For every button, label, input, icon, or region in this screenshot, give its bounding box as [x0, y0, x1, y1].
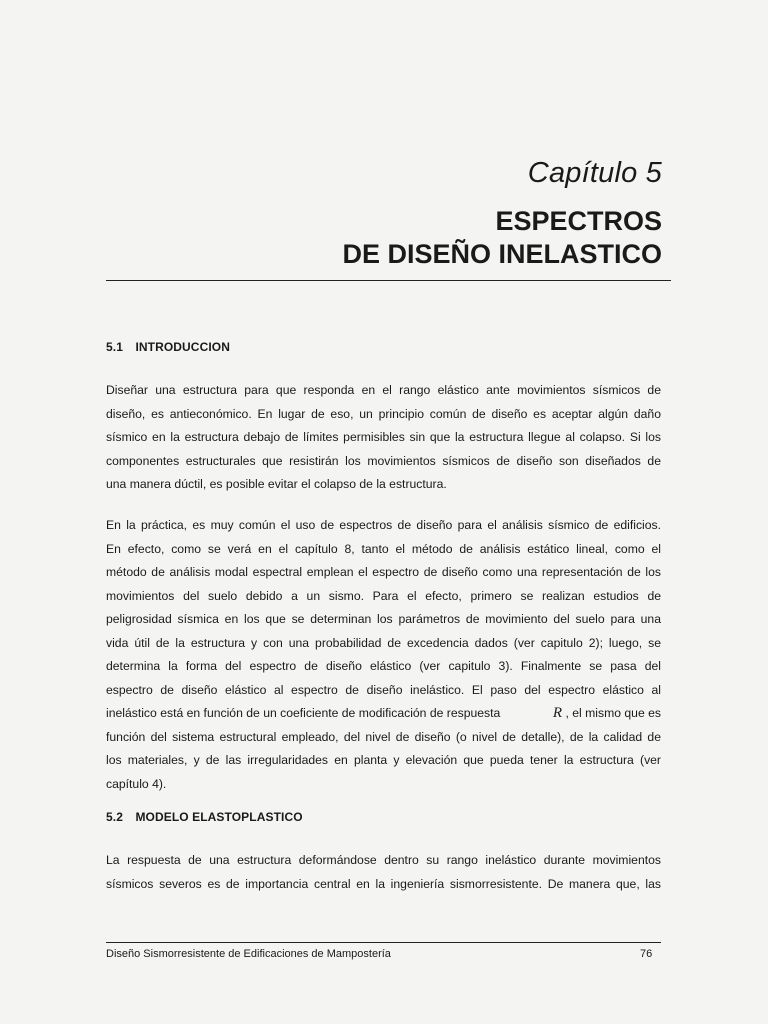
title-divider	[106, 280, 671, 281]
paragraph-line: método de análisis modal espectral emplean el espectro de diseño como una representación de los	[106, 565, 661, 579]
paragraph-intro-1	[106, 379, 661, 497]
chapter-label: Capítulo 5	[527, 157, 662, 189]
paragraph-line: La respuesta de una estructura deformándose dentro su rango inelástico durante movimientos	[106, 853, 661, 867]
paragraph-line: Diseñar una estructura para que responda en el rango elástico ante movimientos sísmicos de	[106, 383, 661, 397]
section-number: 5.1	[106, 340, 123, 354]
paragraph-line: peligrosidad sísmica en los que se determinan los parámetros de movimiento del suelo para una	[106, 612, 661, 626]
paragraph-line-tail-text: , el mismo que es	[565, 706, 661, 720]
paragraph-line: En efecto, como se verá en el capítulo 8, tanto el método de análisis estático lineal, como el	[106, 541, 661, 556]
section-number: 5.2	[106, 810, 123, 824]
math-symbol-r: R	[552, 705, 563, 721]
chapter-title	[342, 205, 662, 271]
paragraph-line: determina la forma del espectro de diseño elástico (ver capitulo 3). Finalmente se pasa del	[106, 659, 661, 673]
paragraph-line: una manera dúctil, es posible evitar el colapso de la estructura.	[106, 477, 447, 491]
paragraph-line: componentes estructurales que resistirán los movimientos sísmicos de diseño son diseñados de	[106, 453, 661, 468]
section-title: MODELO ELASTOPLASTICO	[135, 810, 303, 824]
paragraph-line-with-symbol	[106, 702, 661, 726]
footer-divider	[106, 942, 661, 943]
paragraph-line: diseño, es antieconómico. En lugar de eso, un principio común de diseño es aceptar algún daño	[106, 406, 661, 421]
paragraph-line-text: inelástico está en función de un coeficiente de modificación de respuesta	[106, 706, 501, 720]
paragraph-line: espectro de diseño elástico al espectro de diseño inelástico. El paso del espectro elástico al	[106, 682, 661, 697]
paragraph-line: sísmicos severos es de importancia central en la ingeniería sismorresistente. De manera que, las	[106, 876, 661, 891]
page-number: 76	[640, 948, 653, 960]
paragraph-intro-2	[106, 514, 661, 796]
paragraph-line: capítulo 4).	[106, 776, 167, 791]
paragraph-line: movimientos del suelo debido a un sismo. Para el efecto, primero se realizan estudios de	[106, 588, 661, 603]
chapter-title-line-2: DE DISEÑO INELASTICO	[342, 239, 662, 269]
paragraph-line: sísmico en la estructura debajo de límites permisibles sin que la estructura llegue al colapso. Si los	[106, 430, 661, 444]
paragraph-line: los materiales, y de las irregularidades en planta y elevación que pueda tener la estructura (ver	[106, 753, 661, 767]
section-heading-5-1	[106, 340, 230, 354]
footer-book-title: Diseño Sismorresistente de Edificaciones de Mampostería	[106, 948, 391, 960]
paragraph-line: función del sistema estructural empleado, del nivel de diseño (o nivel de detalle), de la calidad de	[106, 729, 661, 744]
paragraph-line-tail	[553, 702, 661, 726]
paragraph-line: En la práctica, es muy común el uso de espectros de diseño para el análisis sísmico de edificios.	[106, 518, 661, 532]
paragraph-model-1	[106, 849, 661, 896]
paragraph-line: vida útil de la estructura y con una probabilidad de excedencia dados (ver capitulo 2); luego, se	[106, 635, 661, 650]
chapter-title-line-1: ESPECTROS	[495, 206, 662, 236]
section-title: INTRODUCCION	[135, 340, 230, 354]
section-heading-5-2	[106, 810, 303, 824]
